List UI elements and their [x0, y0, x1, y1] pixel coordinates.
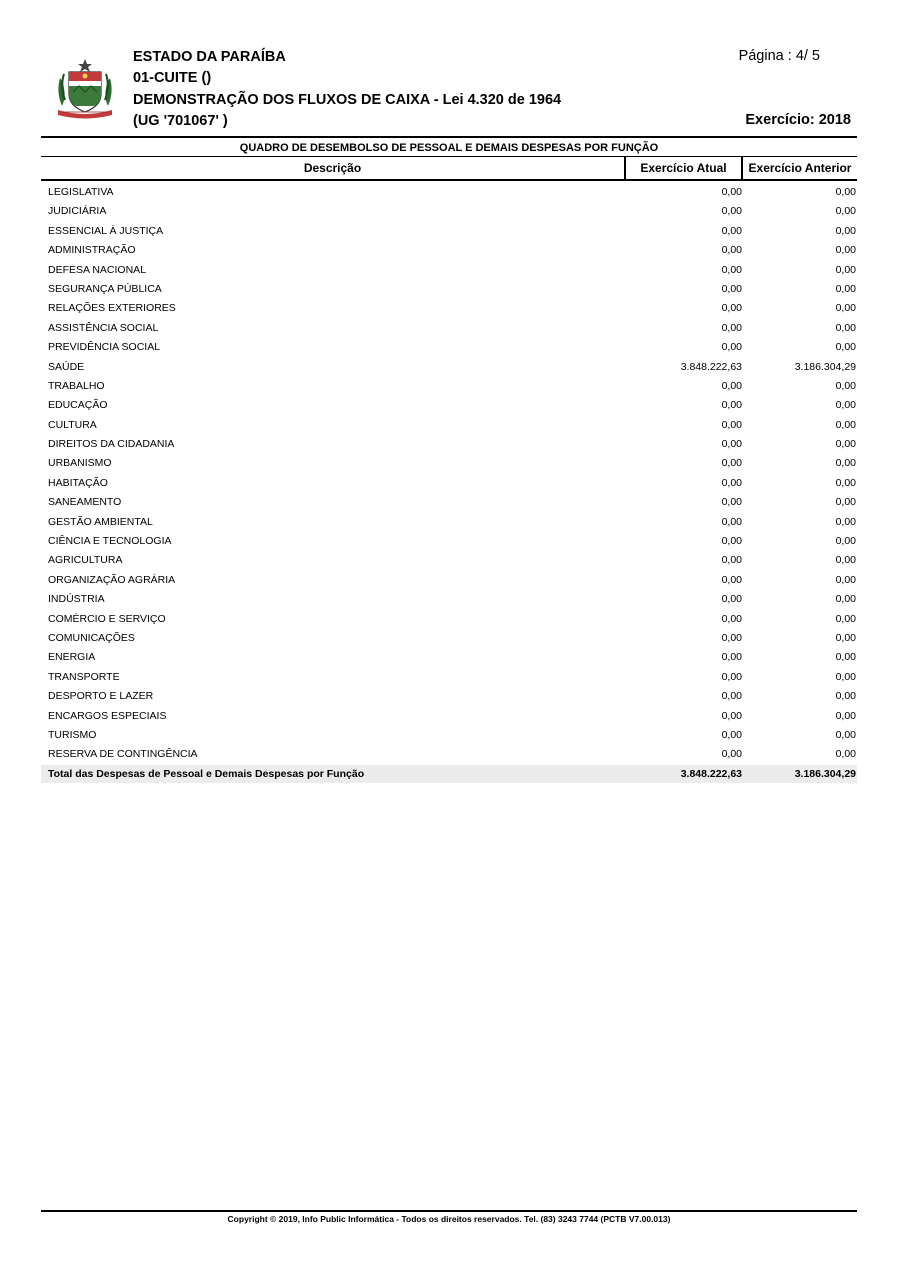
row-exercicio-anterior: 3.186.304,29 — [794, 360, 856, 373]
row-exercicio-atual: 0,00 — [721, 612, 742, 625]
table-row — [41, 377, 857, 396]
page-number-value: 4/ 5 — [795, 48, 820, 64]
row-exercicio-atual: 0,00 — [721, 282, 742, 295]
table-row — [41, 707, 857, 726]
row-descricao: GESTÃO AMBIENTAL — [48, 515, 153, 528]
table-row — [41, 261, 857, 280]
row-descricao: CULTURA — [48, 418, 97, 431]
row-exercicio-atual: 0,00 — [721, 670, 742, 683]
row-exercicio-atual: 0,00 — [721, 748, 742, 761]
row-exercicio-atual: 0,00 — [721, 186, 742, 198]
row-descricao: CIÊNCIA E TECNOLOGIA — [48, 535, 172, 548]
row-exercicio-anterior: 0,00 — [835, 302, 856, 315]
table-row — [41, 222, 857, 241]
row-descricao: PREVIDÊNCIA SOCIAL — [48, 341, 161, 354]
row-descricao: JUDICIÁRIA — [48, 205, 107, 218]
total-exercicio-anterior: 3.186.304,29 — [794, 767, 856, 780]
table-title: QUADRO DE DESEMBOLSO DE PESSOAL E DEMAIS DESPESAS POR FUNÇÃO — [41, 140, 857, 157]
table-row — [41, 454, 857, 473]
table-row — [41, 513, 857, 532]
row-exercicio-atual: 0,00 — [721, 709, 742, 722]
row-descricao: EDUCAÇÃO — [48, 399, 108, 412]
table-row — [41, 610, 857, 629]
row-exercicio-atual: 0,00 — [721, 457, 742, 470]
row-descricao: LEGISLATIVA — [48, 186, 114, 198]
row-exercicio-anterior: 0,00 — [835, 282, 856, 295]
row-exercicio-atual: 0,00 — [721, 593, 742, 606]
row-exercicio-anterior: 0,00 — [835, 593, 856, 606]
row-exercicio-anterior: 0,00 — [835, 690, 856, 703]
row-exercicio-anterior: 0,00 — [835, 244, 856, 257]
row-exercicio-anterior: 0,00 — [835, 438, 856, 451]
table-row — [41, 396, 857, 415]
table-row — [41, 493, 857, 512]
row-exercicio-anterior: 0,00 — [835, 457, 856, 470]
row-descricao: RESERVA DE CONTINGÊNCIA — [48, 748, 198, 761]
column-header-exercicio-atual: Exercício Atual — [626, 157, 743, 179]
row-descricao: DIREITOS DA CIDADANIA — [48, 438, 175, 451]
row-exercicio-atual: 0,00 — [721, 515, 742, 528]
row-exercicio-atual: 0,00 — [721, 263, 742, 276]
row-descricao: HABITAÇÃO — [48, 476, 108, 489]
row-exercicio-atual: 0,00 — [721, 573, 742, 586]
row-descricao: URBANISMO — [48, 457, 112, 470]
row-exercicio-anterior: 0,00 — [835, 186, 856, 198]
state-name: ESTADO DA PARAÍBA — [133, 49, 286, 65]
table-total-row — [41, 765, 857, 783]
row-exercicio-anterior: 0,00 — [835, 728, 856, 741]
expenses-table — [41, 140, 857, 783]
column-header-descricao: Descrição — [41, 157, 626, 179]
row-descricao: TRABALHO — [48, 379, 105, 392]
table-row — [41, 745, 857, 764]
table-header — [41, 157, 857, 181]
table-row — [41, 571, 857, 590]
row-exercicio-anterior: 0,00 — [835, 670, 856, 683]
row-exercicio-atual: 0,00 — [721, 631, 742, 644]
footer-divider — [41, 1210, 857, 1212]
row-exercicio-anterior: 0,00 — [835, 748, 856, 761]
row-exercicio-atual: 0,00 — [721, 554, 742, 567]
row-exercicio-anterior: 0,00 — [835, 573, 856, 586]
row-exercicio-anterior: 0,00 — [835, 379, 856, 392]
row-descricao: INDÚSTRIA — [48, 593, 105, 606]
total-label: Total das Despesas de Pessoal e Demais Despesas por Função — [48, 767, 365, 780]
row-exercicio-anterior: 0,00 — [835, 631, 856, 644]
table-row — [41, 183, 857, 202]
row-exercicio-anterior: 0,00 — [835, 535, 856, 548]
row-descricao: TRANSPORTE — [48, 670, 120, 683]
row-descricao: COMÉRCIO E SERVIÇO — [48, 612, 166, 625]
row-descricao: TURISMO — [48, 728, 97, 741]
row-exercicio-atual: 0,00 — [721, 205, 742, 218]
row-descricao: SANEAMENTO — [48, 496, 122, 509]
row-exercicio-anterior: 0,00 — [835, 224, 856, 237]
report-title: DEMONSTRAÇÃO DOS FLUXOS DE CAIXA - Lei 4.320 de 1964 — [133, 92, 562, 108]
row-exercicio-anterior: 0,00 — [835, 399, 856, 412]
row-exercicio-anterior: 0,00 — [835, 709, 856, 722]
row-exercicio-atual: 0,00 — [721, 224, 742, 237]
row-descricao: ESSENCIAL À JUSTIÇA — [48, 224, 164, 237]
table-row — [41, 668, 857, 687]
table-row — [41, 551, 857, 570]
table-row — [41, 338, 857, 357]
table-row — [41, 474, 857, 493]
row-exercicio-anterior: 0,00 — [835, 205, 856, 218]
page-number-label: Página : — [738, 48, 792, 64]
row-exercicio-anterior: 0,00 — [835, 418, 856, 431]
row-exercicio-atual: 0,00 — [721, 302, 742, 315]
row-exercicio-anterior: 0,00 — [835, 554, 856, 567]
table-row — [41, 687, 857, 706]
row-exercicio-atual: 0,00 — [721, 379, 742, 392]
row-exercicio-atual: 0,00 — [721, 418, 742, 431]
table-row — [41, 648, 857, 667]
row-exercicio-atual: 0,00 — [721, 399, 742, 412]
copyright-notice: Copyright © 2019, Info Public Informática - Todos os direitos reservados. Tel. (83) 3243 7744 (PCTB V7.00.013) — [227, 1214, 671, 1224]
row-exercicio-atual: 0,00 — [721, 728, 742, 741]
row-exercicio-atual: 0,00 — [721, 244, 742, 257]
row-exercicio-anterior: 0,00 — [835, 515, 856, 528]
row-descricao: SEGURANÇA PÚBLICA — [48, 282, 162, 295]
row-exercicio-anterior: 0,00 — [835, 612, 856, 625]
table-row — [41, 241, 857, 260]
table-row — [41, 358, 857, 377]
table-row — [41, 299, 857, 318]
row-exercicio-anterior: 0,00 — [835, 651, 856, 664]
header-divider — [41, 136, 857, 138]
page-number — [739, 48, 820, 64]
row-descricao: SAÚDE — [48, 360, 85, 373]
total-exercicio-atual: 3.848.222,63 — [680, 767, 742, 780]
column-header-exercicio-anterior: Exercício Anterior — [748, 161, 852, 175]
row-descricao: COMUNICAÇÕES — [48, 631, 135, 644]
table-row — [41, 319, 857, 338]
row-descricao: ASSISTÊNCIA SOCIAL — [48, 321, 159, 334]
row-descricao: DEFESA NACIONAL — [48, 263, 147, 276]
exercise-year: Exercício: 2018 — [745, 112, 851, 128]
row-exercicio-atual: 0,00 — [721, 476, 742, 489]
row-exercicio-atual: 0,00 — [721, 651, 742, 664]
row-exercicio-atual: 0,00 — [721, 690, 742, 703]
row-exercicio-anterior: 0,00 — [835, 263, 856, 276]
ug-code: (UG '701067' ) — [133, 113, 228, 129]
table-row — [41, 532, 857, 551]
row-descricao: ENERGIA — [48, 651, 96, 664]
row-exercicio-anterior: 0,00 — [835, 496, 856, 509]
table-row — [41, 435, 857, 454]
row-descricao: ENCARGOS ESPECIAIS — [48, 709, 167, 722]
row-exercicio-atual: 3.848.222,63 — [680, 360, 742, 373]
table-row — [41, 416, 857, 435]
table-row — [41, 590, 857, 609]
row-exercicio-atual: 0,00 — [721, 341, 742, 354]
table-row — [41, 629, 857, 648]
table-body — [41, 181, 857, 765]
row-exercicio-atual: 0,00 — [721, 496, 742, 509]
row-exercicio-anterior: 0,00 — [835, 476, 856, 489]
row-exercicio-atual: 0,00 — [721, 321, 742, 334]
table-row — [41, 280, 857, 299]
row-descricao: DESPORTO E LAZER — [48, 690, 154, 703]
row-exercicio-anterior: 0,00 — [835, 321, 856, 334]
row-descricao: ADMINISTRAÇÃO — [48, 244, 136, 257]
row-descricao: RELAÇÕES EXTERIORES — [48, 302, 176, 315]
table-row — [41, 726, 857, 745]
state-coat-of-arms-icon — [54, 58, 116, 120]
row-descricao: AGRICULTURA — [48, 554, 123, 567]
entity-name: 01-CUITE () — [133, 70, 212, 86]
row-exercicio-atual: 0,00 — [721, 535, 742, 548]
table-row — [41, 202, 857, 221]
row-descricao: ORGANIZAÇÃO AGRÁRIA — [48, 573, 176, 586]
row-exercicio-atual: 0,00 — [721, 438, 742, 451]
row-exercicio-anterior: 0,00 — [835, 341, 856, 354]
